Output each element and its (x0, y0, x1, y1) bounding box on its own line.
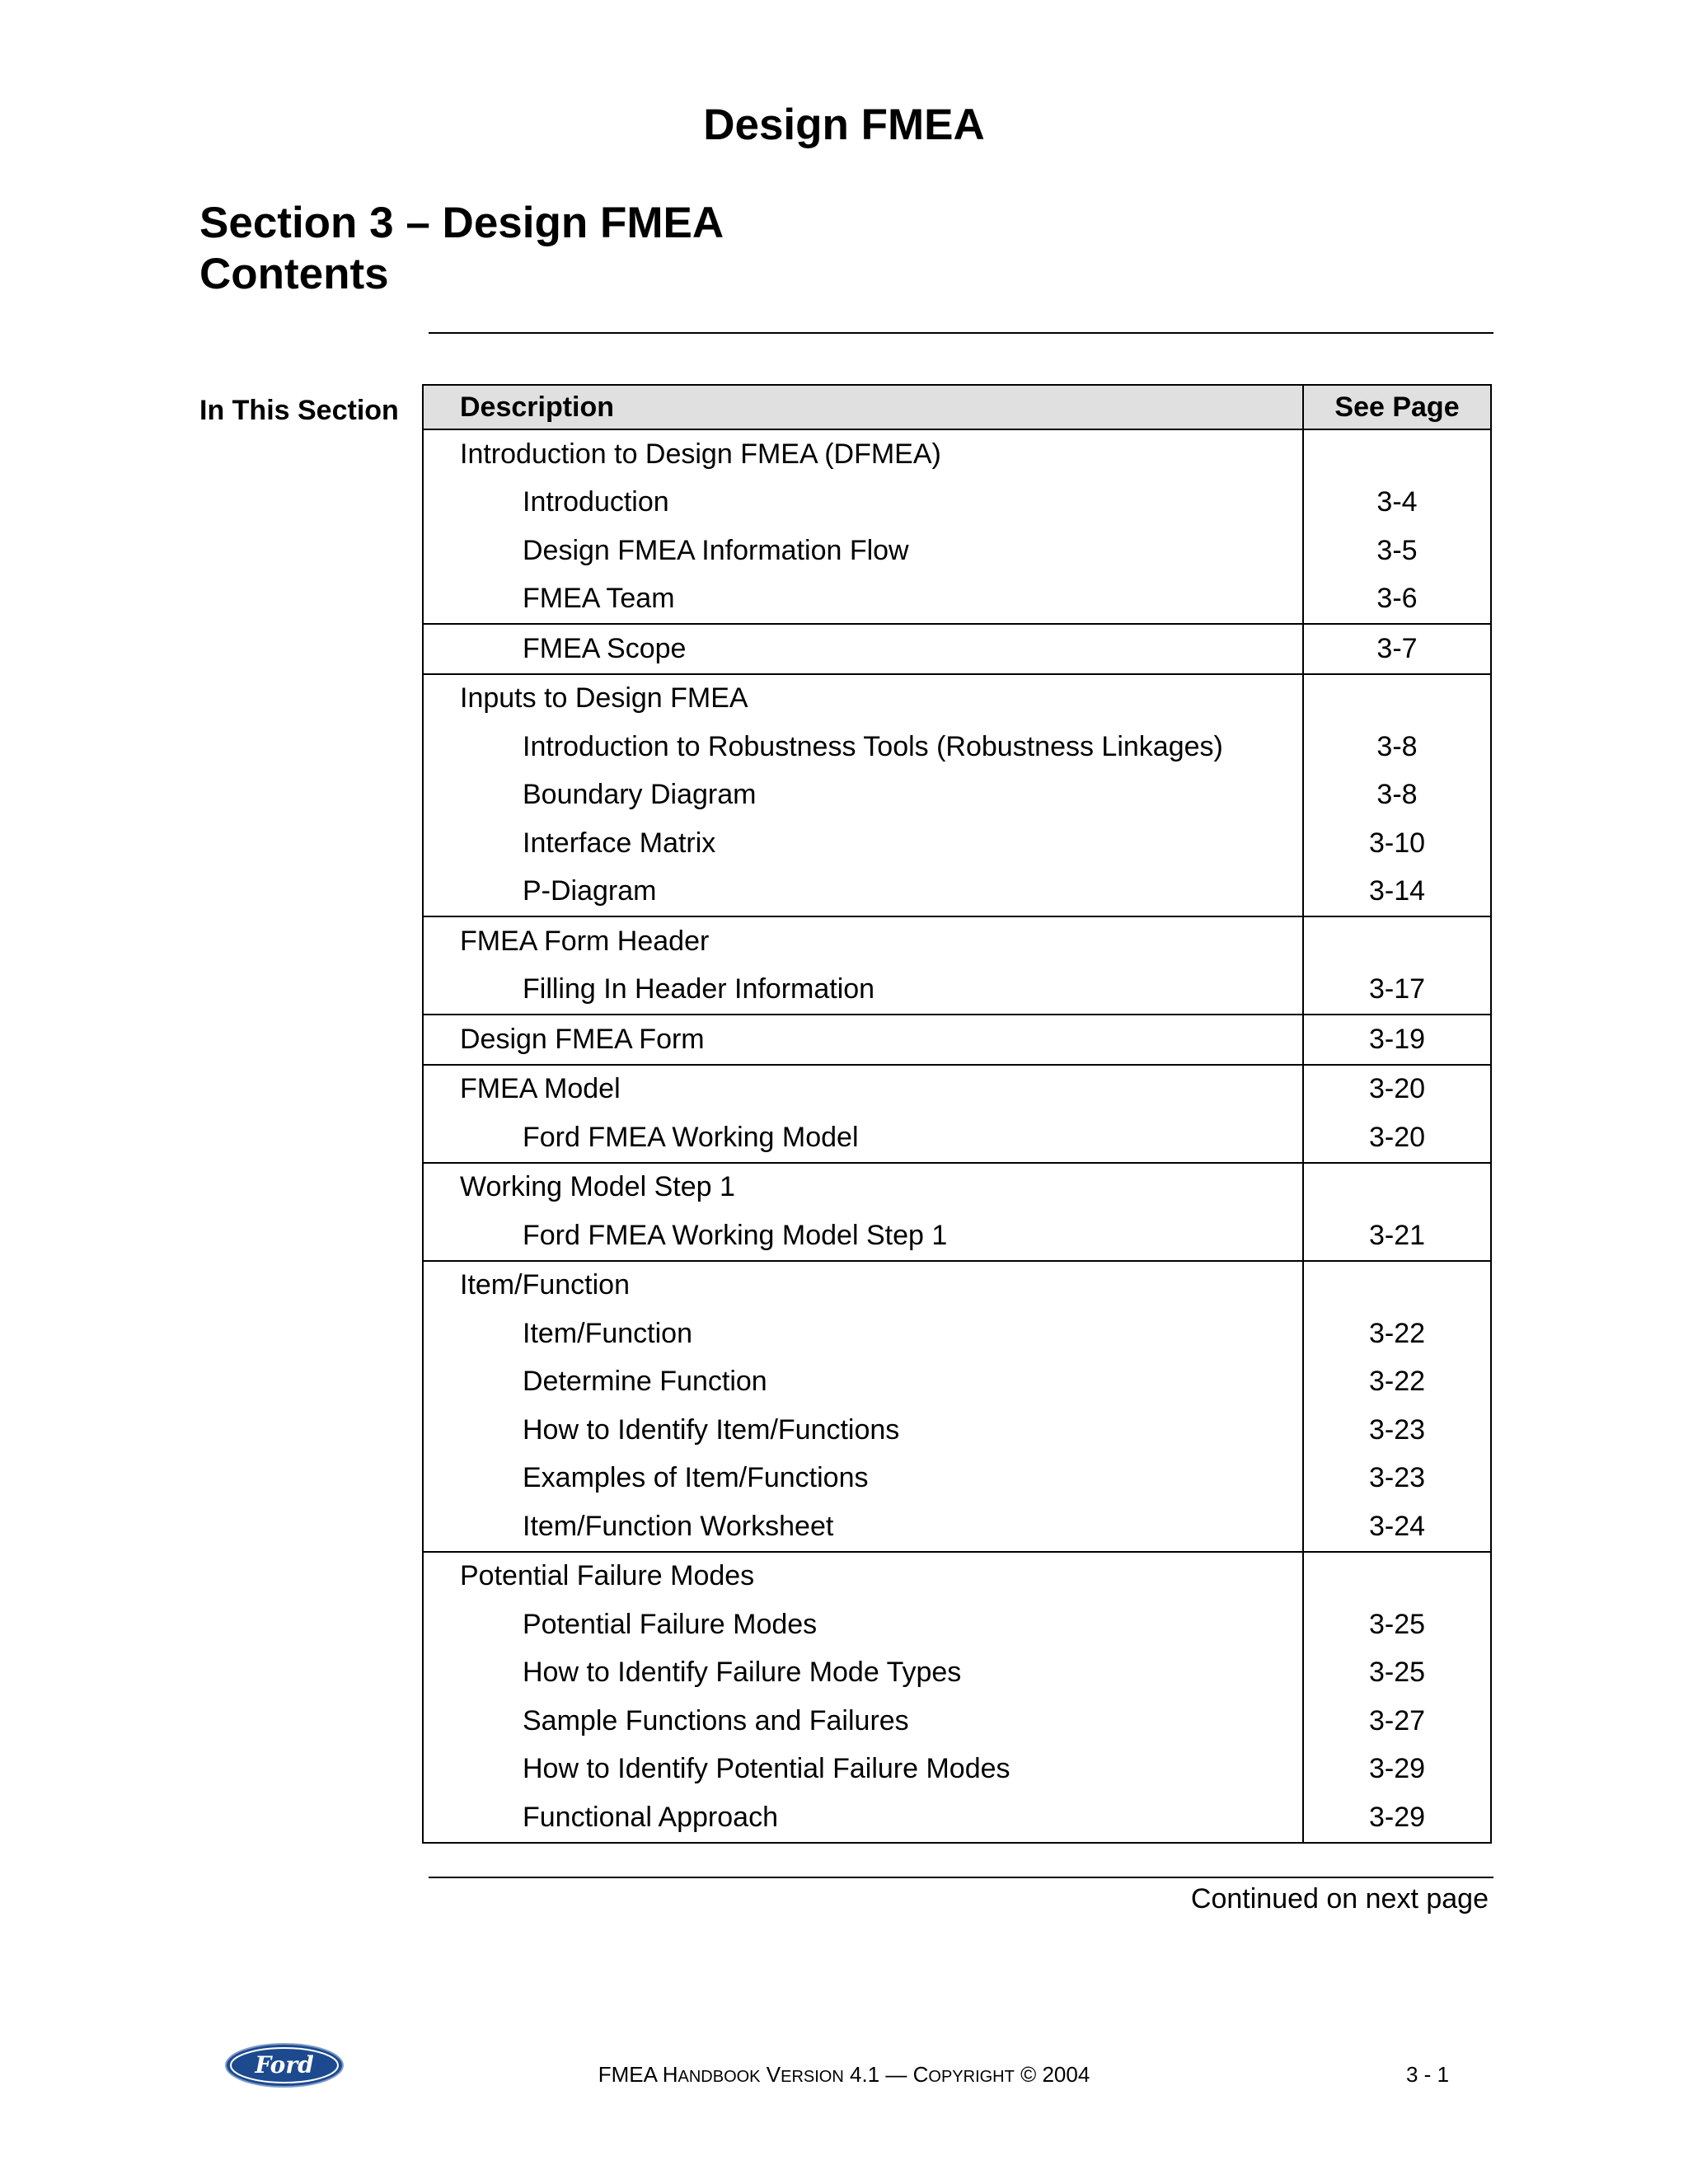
topic-entry: Ford FMEA Working Model (423, 1113, 1303, 1163)
bottom-divider (429, 1877, 1493, 1878)
page-reference (1303, 1552, 1491, 1601)
table-row (423, 1601, 1491, 1649)
footer-text-part: © 2004 (1014, 2062, 1090, 2087)
topic-entry: Item/Function Worksheet (423, 1502, 1303, 1552)
footer-page-number: 3 - 1 (1406, 2062, 1450, 2087)
table-row (423, 723, 1491, 771)
table-row (423, 575, 1491, 625)
topic-entry: P-Diagram (423, 868, 1303, 917)
group-entry: Inputs to Design FMEA (423, 674, 1303, 724)
footer-text-part: 4.1 — C (843, 2062, 929, 2087)
topic-entry: Functional Approach (423, 1793, 1303, 1843)
table-row (423, 429, 1491, 479)
page-reference: 3-29 (1303, 1793, 1491, 1843)
table-row (423, 1358, 1491, 1407)
table-row (423, 1649, 1491, 1698)
table-row (423, 1406, 1491, 1455)
section-title: Section 3 – Design FMEA (199, 199, 724, 247)
page-reference: 3-17 (1303, 966, 1491, 1015)
contents-table-body (423, 429, 1491, 1843)
topic-entry: Sample Functions and Failures (423, 1697, 1303, 1746)
topic-entry: Introduction (423, 479, 1303, 527)
continued-note: Continued on next page (1190, 1883, 1489, 1915)
group-entry: Working Model Step 1 (423, 1163, 1303, 1212)
page-reference: 3-6 (1303, 575, 1491, 625)
page-reference: 3-7 (1303, 624, 1491, 674)
table-row (423, 1113, 1491, 1163)
topic-entry: FMEA Team (423, 575, 1303, 625)
page-reference: 3-5 (1303, 527, 1491, 575)
page-reference: 3-21 (1303, 1212, 1491, 1261)
footer-text-part: ERSION (781, 2068, 844, 2086)
page-reference: 3-25 (1303, 1649, 1491, 1698)
table-row (423, 1746, 1491, 1794)
page-reference: 3-22 (1303, 1358, 1491, 1407)
page-reference (1303, 1261, 1491, 1310)
table-header-row (423, 385, 1491, 429)
page-reference: 3-25 (1303, 1601, 1491, 1649)
topic-entry: FMEA Scope (423, 624, 1303, 674)
topic-entry: Ford FMEA Working Model Step 1 (423, 1212, 1303, 1261)
table-row (423, 1015, 1491, 1065)
table-row (423, 527, 1491, 575)
page-reference: 3-29 (1303, 1746, 1491, 1794)
topic-entry: How to Identify Failure Mode Types (423, 1649, 1303, 1698)
footer-text-part: ANDBOOK (678, 2068, 761, 2086)
page-reference: 3-23 (1303, 1406, 1491, 1455)
table-row (423, 1310, 1491, 1358)
footer-text-part: OPYRIGHT (928, 2068, 1015, 2086)
page-reference: 3-10 (1303, 819, 1491, 868)
section-subtitle: Contents (199, 250, 389, 298)
page-reference: 3-8 (1303, 723, 1491, 771)
topic-entry: How to Identify Potential Failure Modes (423, 1746, 1303, 1794)
footer-text-part: V (760, 2062, 781, 2087)
topic-entry: Potential Failure Modes (423, 1601, 1303, 1649)
page-title: Design FMEA (703, 101, 985, 149)
group-entry: FMEA Model (423, 1065, 1303, 1114)
description-header: Description (423, 385, 1303, 429)
table-row (423, 868, 1491, 917)
page-reference: 3-19 (1303, 1015, 1491, 1065)
top-divider (429, 332, 1493, 334)
logo-wordmark: Ford (255, 2051, 314, 2079)
group-entry: Potential Failure Modes (423, 1552, 1303, 1601)
group-entry: Design FMEA Form (423, 1015, 1303, 1065)
section-heading (199, 198, 724, 300)
page-reference: 3-14 (1303, 868, 1491, 917)
page-reference: 3-23 (1303, 1455, 1491, 1503)
page-reference (1303, 674, 1491, 724)
group-entry: Introduction to Design FMEA (DFMEA) (423, 429, 1303, 479)
side-label: In This Section (199, 395, 399, 426)
topic-entry: Item/Function (423, 1310, 1303, 1358)
page-reference: 3-8 (1303, 771, 1491, 820)
topic-entry: Design FMEA Information Flow (423, 527, 1303, 575)
group-entry: FMEA Form Header (423, 916, 1303, 966)
see-page-header: See Page (1303, 385, 1491, 429)
table-row (423, 1552, 1491, 1601)
page-reference (1303, 429, 1491, 479)
topic-entry: Filling In Header Information (423, 966, 1303, 1015)
page-reference: 3-20 (1303, 1065, 1491, 1114)
table-row (423, 1455, 1491, 1503)
topic-entry: Determine Function (423, 1358, 1303, 1407)
page-reference: 3-4 (1303, 479, 1491, 527)
topic-entry: Examples of Item/Functions (423, 1455, 1303, 1503)
table-row (423, 674, 1491, 724)
table-row (423, 1502, 1491, 1552)
table-row (423, 1163, 1491, 1212)
page-reference: 3-22 (1303, 1310, 1491, 1358)
table-row (423, 1697, 1491, 1746)
table-row (423, 624, 1491, 674)
page-reference: 3-27 (1303, 1697, 1491, 1746)
table-row (423, 1212, 1491, 1261)
page-reference: 3-20 (1303, 1113, 1491, 1163)
table-row (423, 771, 1491, 820)
table-row (423, 916, 1491, 966)
footer-text-part: FMEA H (598, 2062, 678, 2087)
page-reference (1303, 1163, 1491, 1212)
table-row (423, 1065, 1491, 1114)
topic-entry: Introduction to Robustness Tools (Robustness Linkages) (423, 723, 1303, 771)
table-row (423, 819, 1491, 868)
table-row (423, 479, 1491, 527)
page-reference: 3-24 (1303, 1502, 1491, 1552)
table-row (423, 1793, 1491, 1843)
topic-entry: Boundary Diagram (423, 771, 1303, 820)
page-reference (1303, 916, 1491, 966)
topic-entry: Interface Matrix (423, 819, 1303, 868)
topic-entry: How to Identify Item/Functions (423, 1406, 1303, 1455)
contents-table (422, 384, 1492, 1844)
table-row (423, 1261, 1491, 1310)
table-row (423, 966, 1491, 1015)
group-entry: Item/Function (423, 1261, 1303, 1310)
